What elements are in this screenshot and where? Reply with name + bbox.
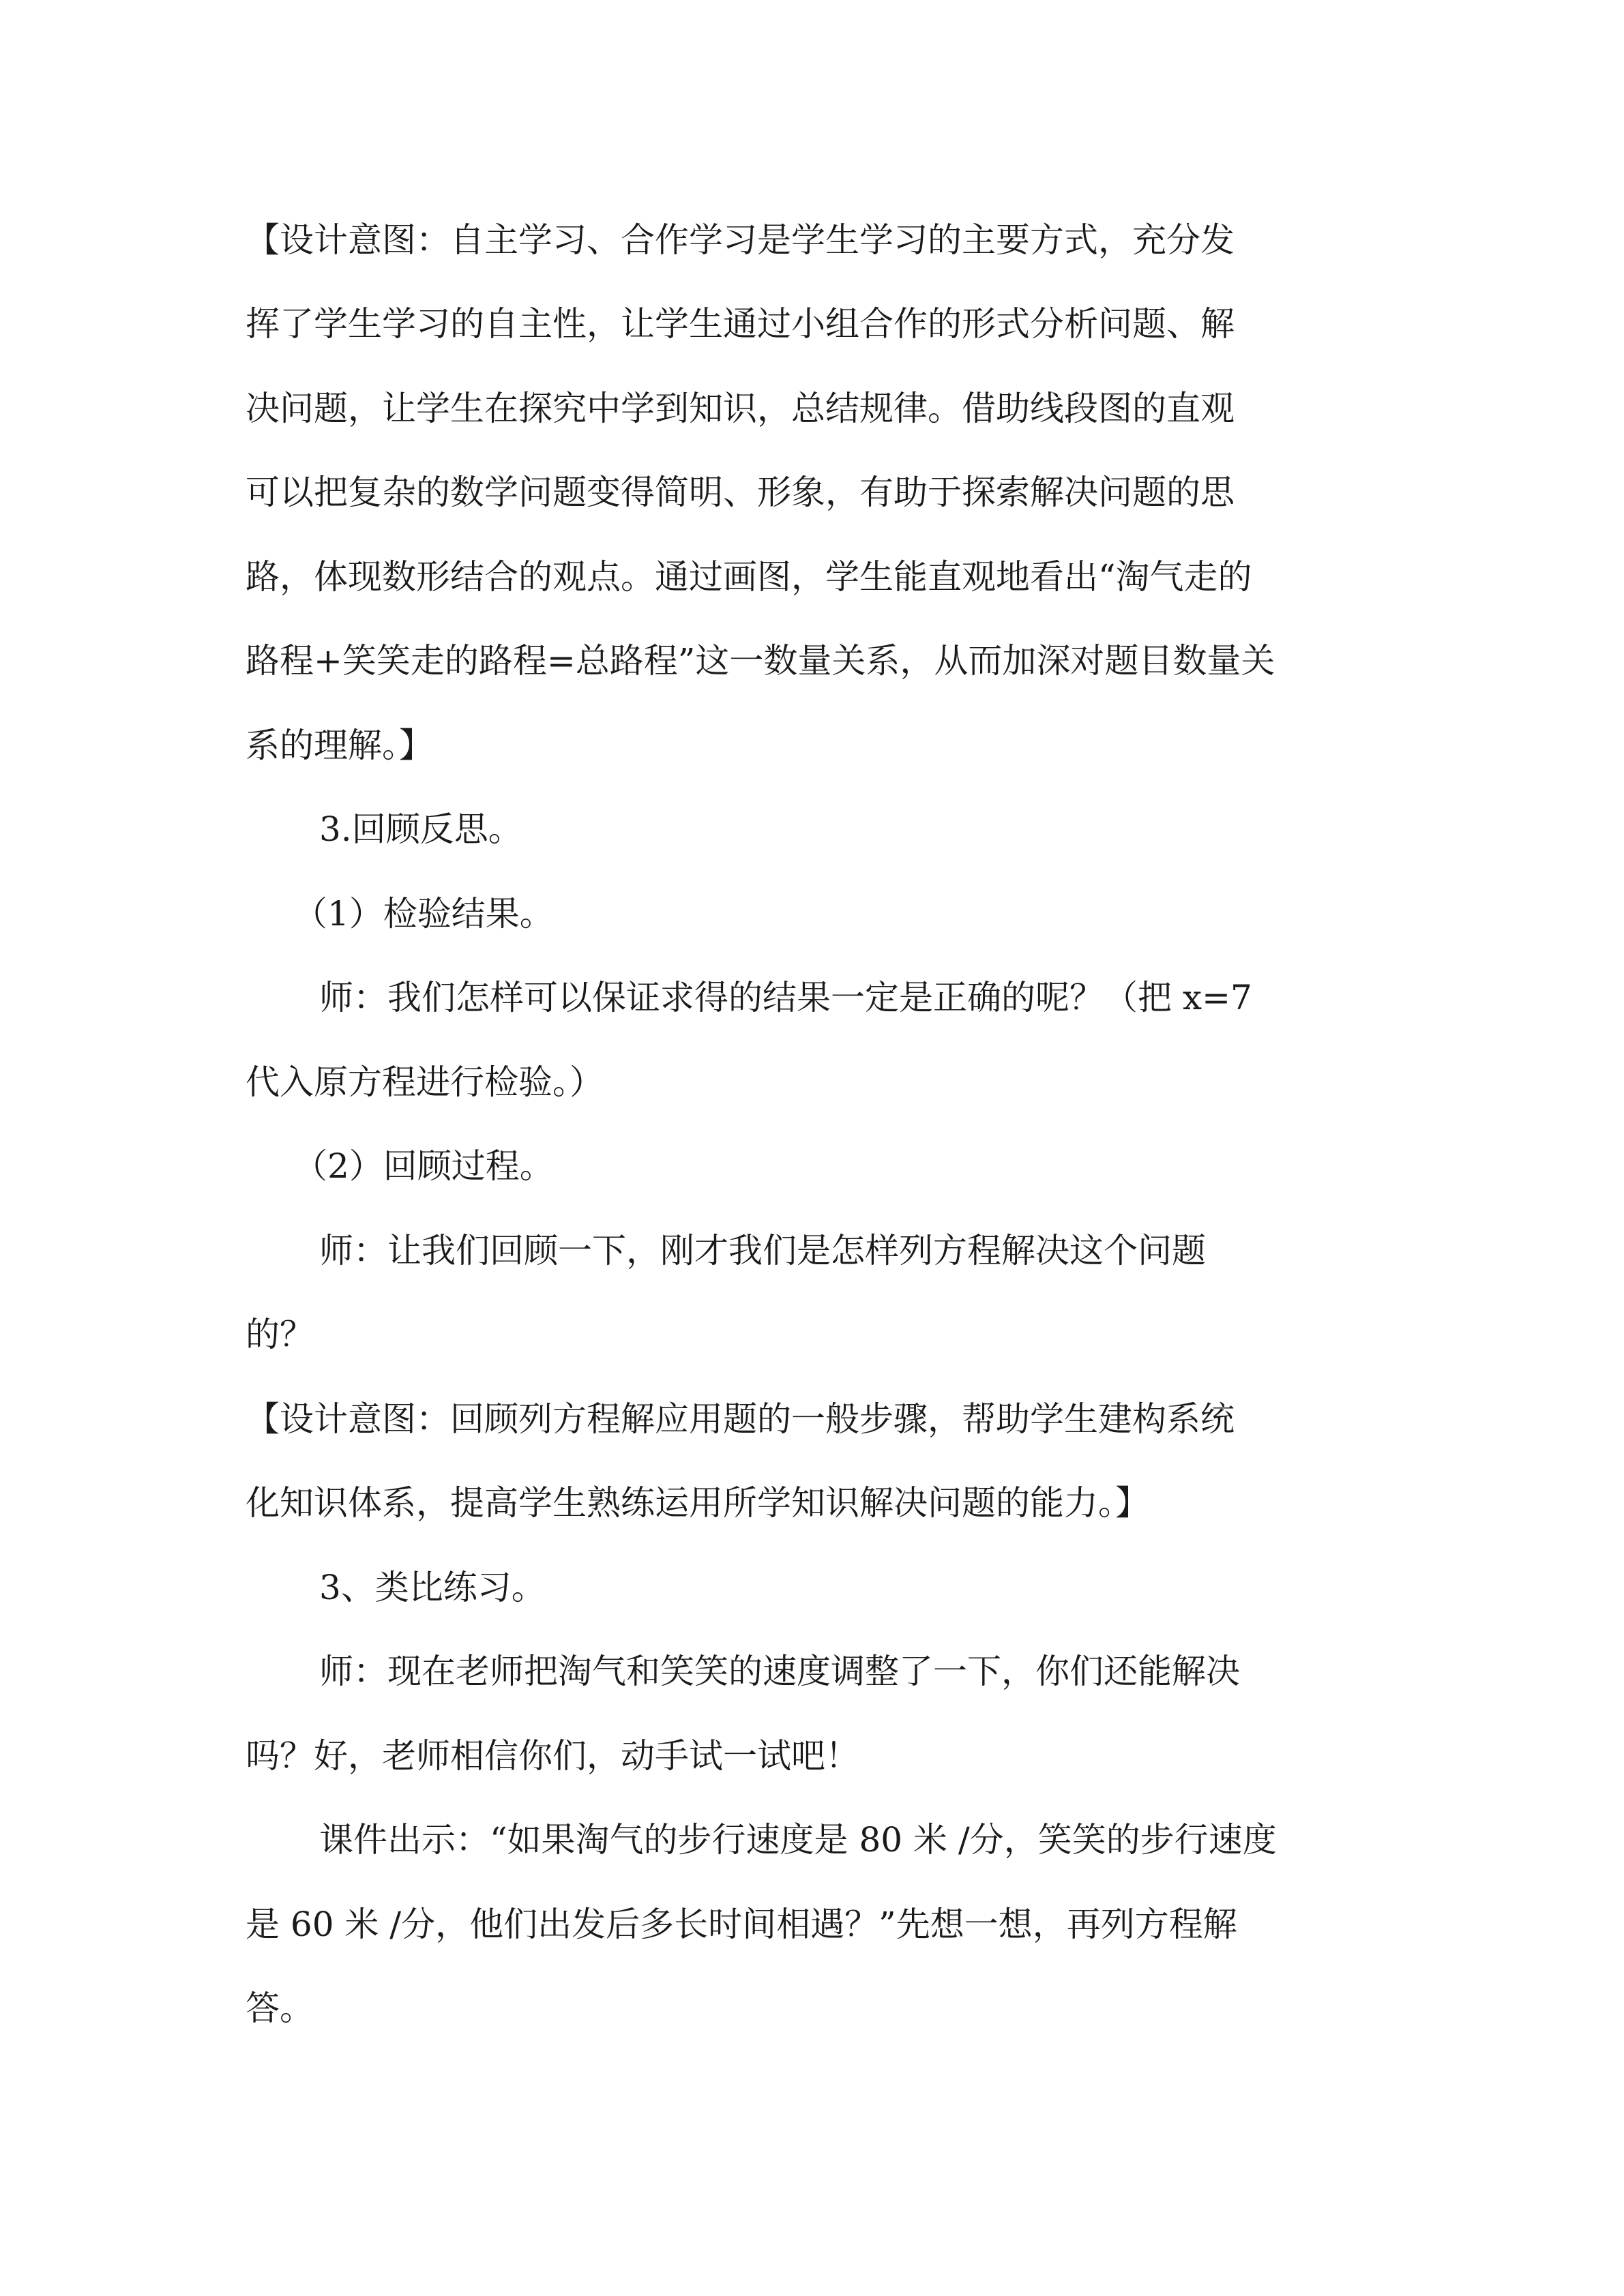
section-heading-review: 3.回顾反思。 <box>319 809 522 849</box>
subheading-check-result: （1）检验结果。 <box>293 894 554 934</box>
design-intent-2-line-2: 化知识体系，提高学生熟练运用所学知识解决问题的能力。】 <box>246 1483 1149 1523</box>
design-intent-1-line-5: 路，体现数形结合的观点。通过画图，学生能直观地看出“淘气走的 <box>246 557 1252 597</box>
teacher-practice-line-2: 吗？好，老师相信你们，动手试一试吧！ <box>246 1736 859 1776</box>
teacher-question-line-1: 师：我们怎样可以保证求得的结果一定是正确的呢？（把 x=7 <box>319 978 1252 1017</box>
teacher-review-line-1: 师：让我们回顾一下，刚才我们是怎样列方程解决这个问题 <box>319 1231 1206 1270</box>
section-heading-practice: 3、类比练习。 <box>319 1568 546 1607</box>
teacher-question-line-2: 代入原方程进行检验。） <box>246 1062 604 1102</box>
courseware-line-3: 答。 <box>246 1988 314 2028</box>
design-intent-1-line-6: 路程+笑笑走的路程=总路程”这一数量关系，从而加深对题目数量关 <box>246 641 1275 681</box>
design-intent-1-line-1: 【设计意图：自主学习、合作学习是学生学习的主要方式，充分发 <box>246 220 1235 260</box>
subheading-review-process: （2）回顾过程。 <box>293 1146 554 1186</box>
design-intent-1-line-7: 系的理解。】 <box>246 726 433 765</box>
courseware-line-1: 课件出示：“如果淘气的步行速度是 80 米 /分，笑笑的步行速度 <box>319 1820 1277 1860</box>
courseware-line-2: 是 60 米 /分，他们出发后多长时间相遇？”先想一想，再列方程解 <box>246 1905 1237 1944</box>
teacher-practice-line-1: 师：现在老师把淘气和笑笑的速度调整了一下，你们还能解决 <box>319 1652 1240 1691</box>
design-intent-1-line-3: 决问题，让学生在探究中学到知识，总结规律。借助线段图的直观 <box>246 389 1235 428</box>
design-intent-1-line-4: 可以把复杂的数学问题变得简明、形象，有助于探索解决问题的思 <box>246 473 1235 512</box>
design-intent-2-line-1: 【设计意图：回顾列方程解应用题的一般步骤，帮助学生建构系统 <box>246 1399 1235 1439</box>
teacher-review-line-2: 的？ <box>246 1315 314 1354</box>
design-intent-1-line-2: 挥了学生学习的自主性，让学生通过小组合作的形式分析问题、解 <box>246 304 1235 344</box>
